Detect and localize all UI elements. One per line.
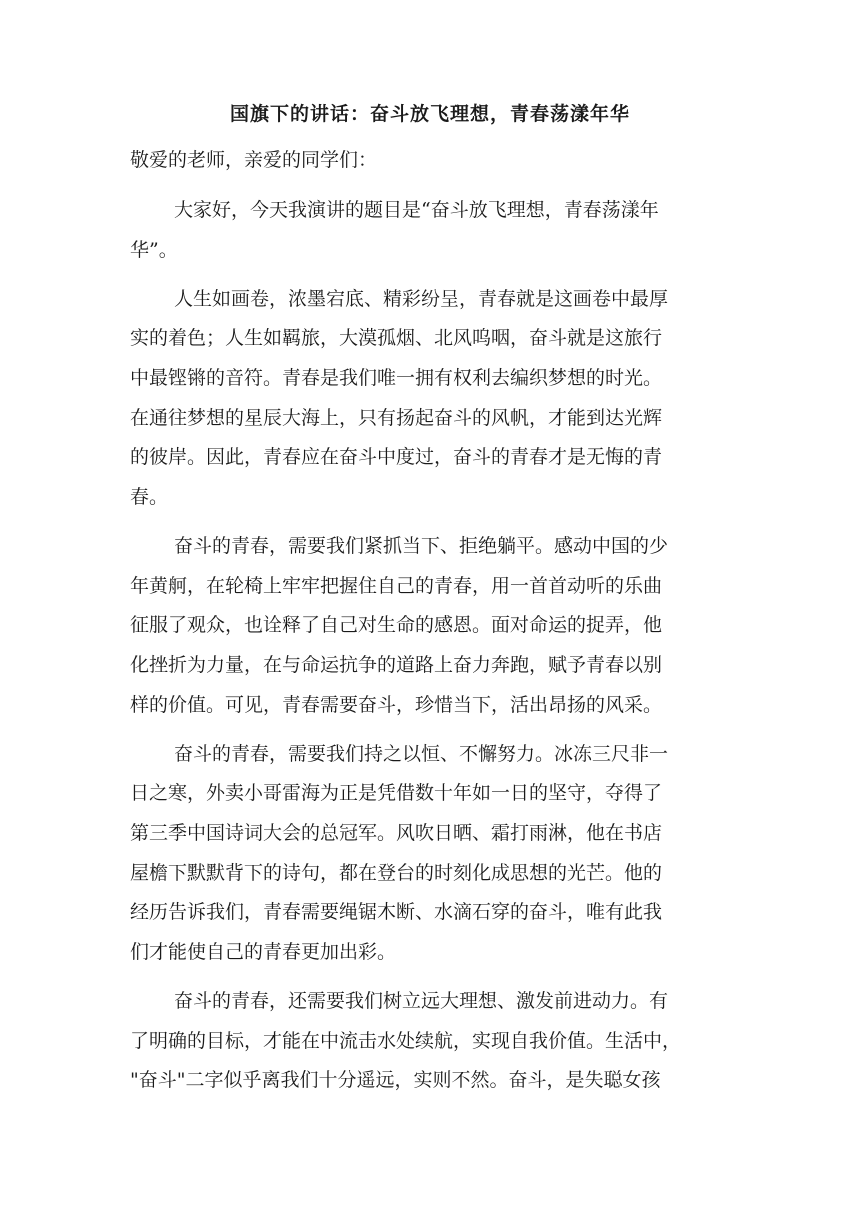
document-title: 国旗下的讲话：奋斗放飞理想，青春荡漾年华 xyxy=(229,103,630,125)
paragraph-line: 在通往梦想的星辰大海上，只有扬起奋斗的风帆，才能到达光辉 xyxy=(130,407,663,429)
paragraph-line: 奋斗的青春，还需要我们树立远大理想、激发前进动力。有 xyxy=(174,990,669,1012)
paragraph-line: 春。 xyxy=(130,486,169,508)
paragraph-line: 样的价值。可见，青春需要奋斗，珍惜当下，活出昂扬的风采。 xyxy=(130,694,663,716)
paragraph-line: 大家好，今天我演讲的题目是“奋斗放飞理想，青春荡漾年 xyxy=(174,199,659,221)
paragraph-line: 华”。 xyxy=(130,239,178,261)
salutation: 敬爱的老师，亲爱的同学们： xyxy=(130,149,378,171)
paragraph-line: 们才能使自己的青春更加出彩。 xyxy=(130,941,397,963)
paragraph-line: 第三季中国诗词大会的总冠军。风吹日晒、霜打雨淋，他在书店 xyxy=(130,822,663,844)
paragraph-line: 屋檐下默默背下的诗句，都在登台的时刻化成思想的光芒。他的 xyxy=(130,862,663,884)
paragraph-line: 年黄舸，在轮椅上牢牢把握住自己的青春，用一首首动听的乐曲 xyxy=(130,575,663,597)
paragraph-line: 人生如画卷，浓墨宕底、精彩纷呈，青春就是这画卷中最厚 xyxy=(174,288,669,310)
paragraph-line: "奋斗"二字似乎离我们十分遥远，实则不然。奋斗，是失聪女孩 xyxy=(130,1069,661,1091)
paragraph-line: 奋斗的青春，需要我们紧抓当下、拒绝躺平。感动中国的少 xyxy=(174,535,669,557)
paragraph-line: 中最铿锵的音符。青春是我们唯一拥有权利去编织梦想的时光。 xyxy=(130,367,663,389)
paragraph-line: 经历告诉我们，青春需要绳锯木断、水滴石穿的奋斗，唯有此我 xyxy=(130,901,663,923)
paragraph-line: 了明确的目标，才能在中流击水处续航，实现自我价值。生活中， xyxy=(130,1030,682,1052)
paragraph-line: 实的着色；人生如羁旅，大漠孤烟、北风呜咽，奋斗就是这旅行 xyxy=(130,327,663,349)
paragraph-line: 日之寒，外卖小哥雷海为正是凭借数十年如一日的坚守，夺得了 xyxy=(130,782,663,804)
paragraph-line: 征服了观众，也诠释了自己对生命的感恩。面对命运的捉弄，他 xyxy=(130,614,663,636)
paragraph-line: 的彼岸。因此，青春应在奋斗中度过，奋斗的青春才是无悔的青 xyxy=(130,446,663,468)
paragraph-line: 奋斗的青春，需要我们持之以恒、不懈努力。冰冻三尺非一 xyxy=(174,743,669,765)
paragraph-line: 化挫折为力量，在与命运抗争的道路上奋力奔跑，赋予青春以别 xyxy=(130,654,663,676)
